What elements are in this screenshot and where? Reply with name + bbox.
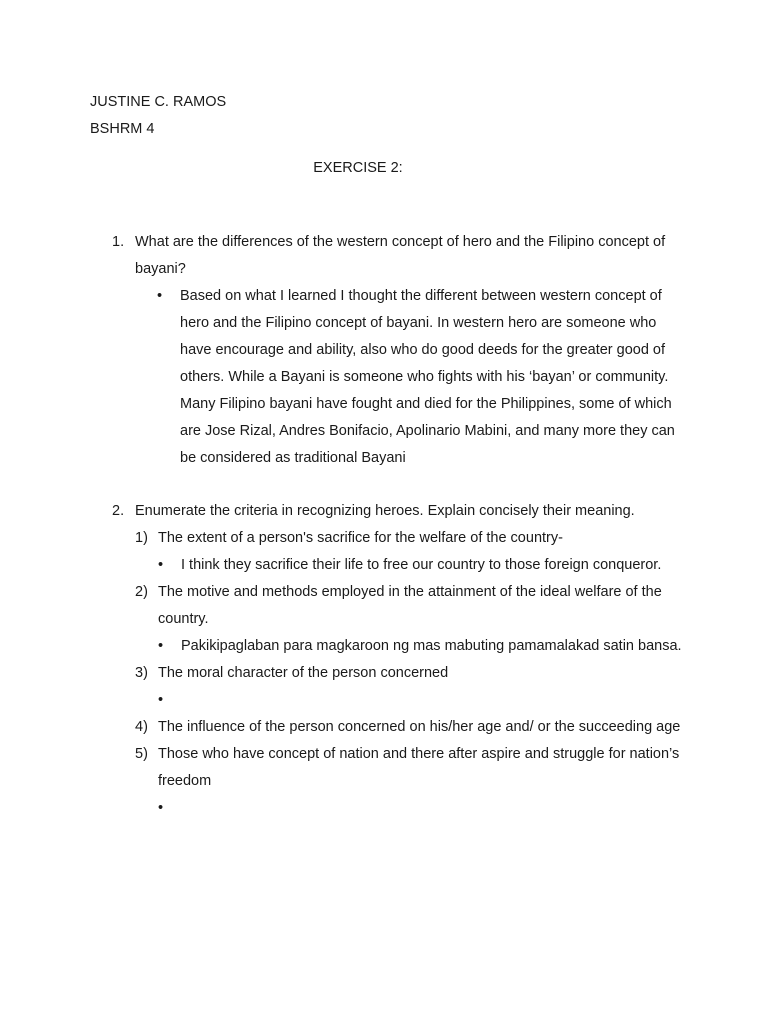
criterion-number: 1) [135, 530, 148, 546]
question-text: What are the differences of the western concept of hero and the Filipino concept of bayani? [135, 234, 666, 277]
question-2 [112, 498, 682, 822]
bullet-icon: • [157, 288, 163, 304]
criterion-item [112, 741, 682, 795]
criterion-number: 4) [135, 719, 148, 735]
criterion-item [112, 579, 682, 633]
exercise-title: EXERCISE 2: [313, 160, 403, 176]
bullet-icon: • [158, 800, 164, 816]
bullet-icon: • [158, 692, 164, 708]
question-1 [112, 229, 682, 472]
question-number: 1. [112, 234, 125, 250]
answer-text: I think they sacrifice their life to free our country to those foreign conqueror. [181, 557, 662, 573]
answer-item [112, 795, 682, 822]
question-number: 2. [112, 503, 125, 519]
student-name: JUSTINE C. RAMOS [90, 94, 227, 110]
answer-text: Pakikipaglaban para magkaroon ng mas mabuting pamamalakad satin bansa. [181, 638, 682, 654]
criterion-text: The moral character of the person concerned [158, 665, 449, 681]
answer-text [181, 795, 682, 822]
answer-item [112, 687, 682, 714]
bullet-icon: • [158, 557, 164, 573]
criterion-text: The motive and methods employed in the attainment of the ideal welfare of the country. [158, 584, 662, 627]
criterion-text: The influence of the person concerned on his/her age and/ or the succeeding age [158, 719, 681, 735]
criterion-number: 3) [135, 665, 148, 681]
criterion-item [112, 714, 682, 741]
bullet-icon: • [158, 638, 164, 654]
criterion-item [112, 660, 682, 687]
question-text: Enumerate the criteria in recognizing heroes. Explain concisely their meaning. [135, 503, 635, 519]
criterion-item [112, 525, 682, 552]
answer-item [112, 633, 682, 660]
answer-text: Based on what I learned I thought the different between western concept of hero and the Filipino concept of bayani. In western hero are someone who have encourage and ability, also who do good deeds for the greater good of others. While a Bayani is someone who fights with his ‘bayan’ or community. Many Filipino bayani have fought and died for the Philippines, some of which are Jose Rizal, Andres Bonifacio, Apolinario Mabini, and many more they can be considered as traditional Bayani [180, 288, 675, 466]
criterion-text: The extent of a person's sacrifice for the welfare of the country- [158, 530, 563, 546]
answer-item [112, 283, 682, 472]
answer-item [112, 552, 682, 579]
criterion-text: Those who have concept of nation and there after aspire and struggle for nation’s freedom [158, 746, 680, 789]
student-course: BSHRM 4 [90, 121, 155, 137]
answer-text [181, 687, 682, 714]
criterion-number: 2) [135, 584, 148, 600]
criterion-number: 5) [135, 746, 148, 762]
